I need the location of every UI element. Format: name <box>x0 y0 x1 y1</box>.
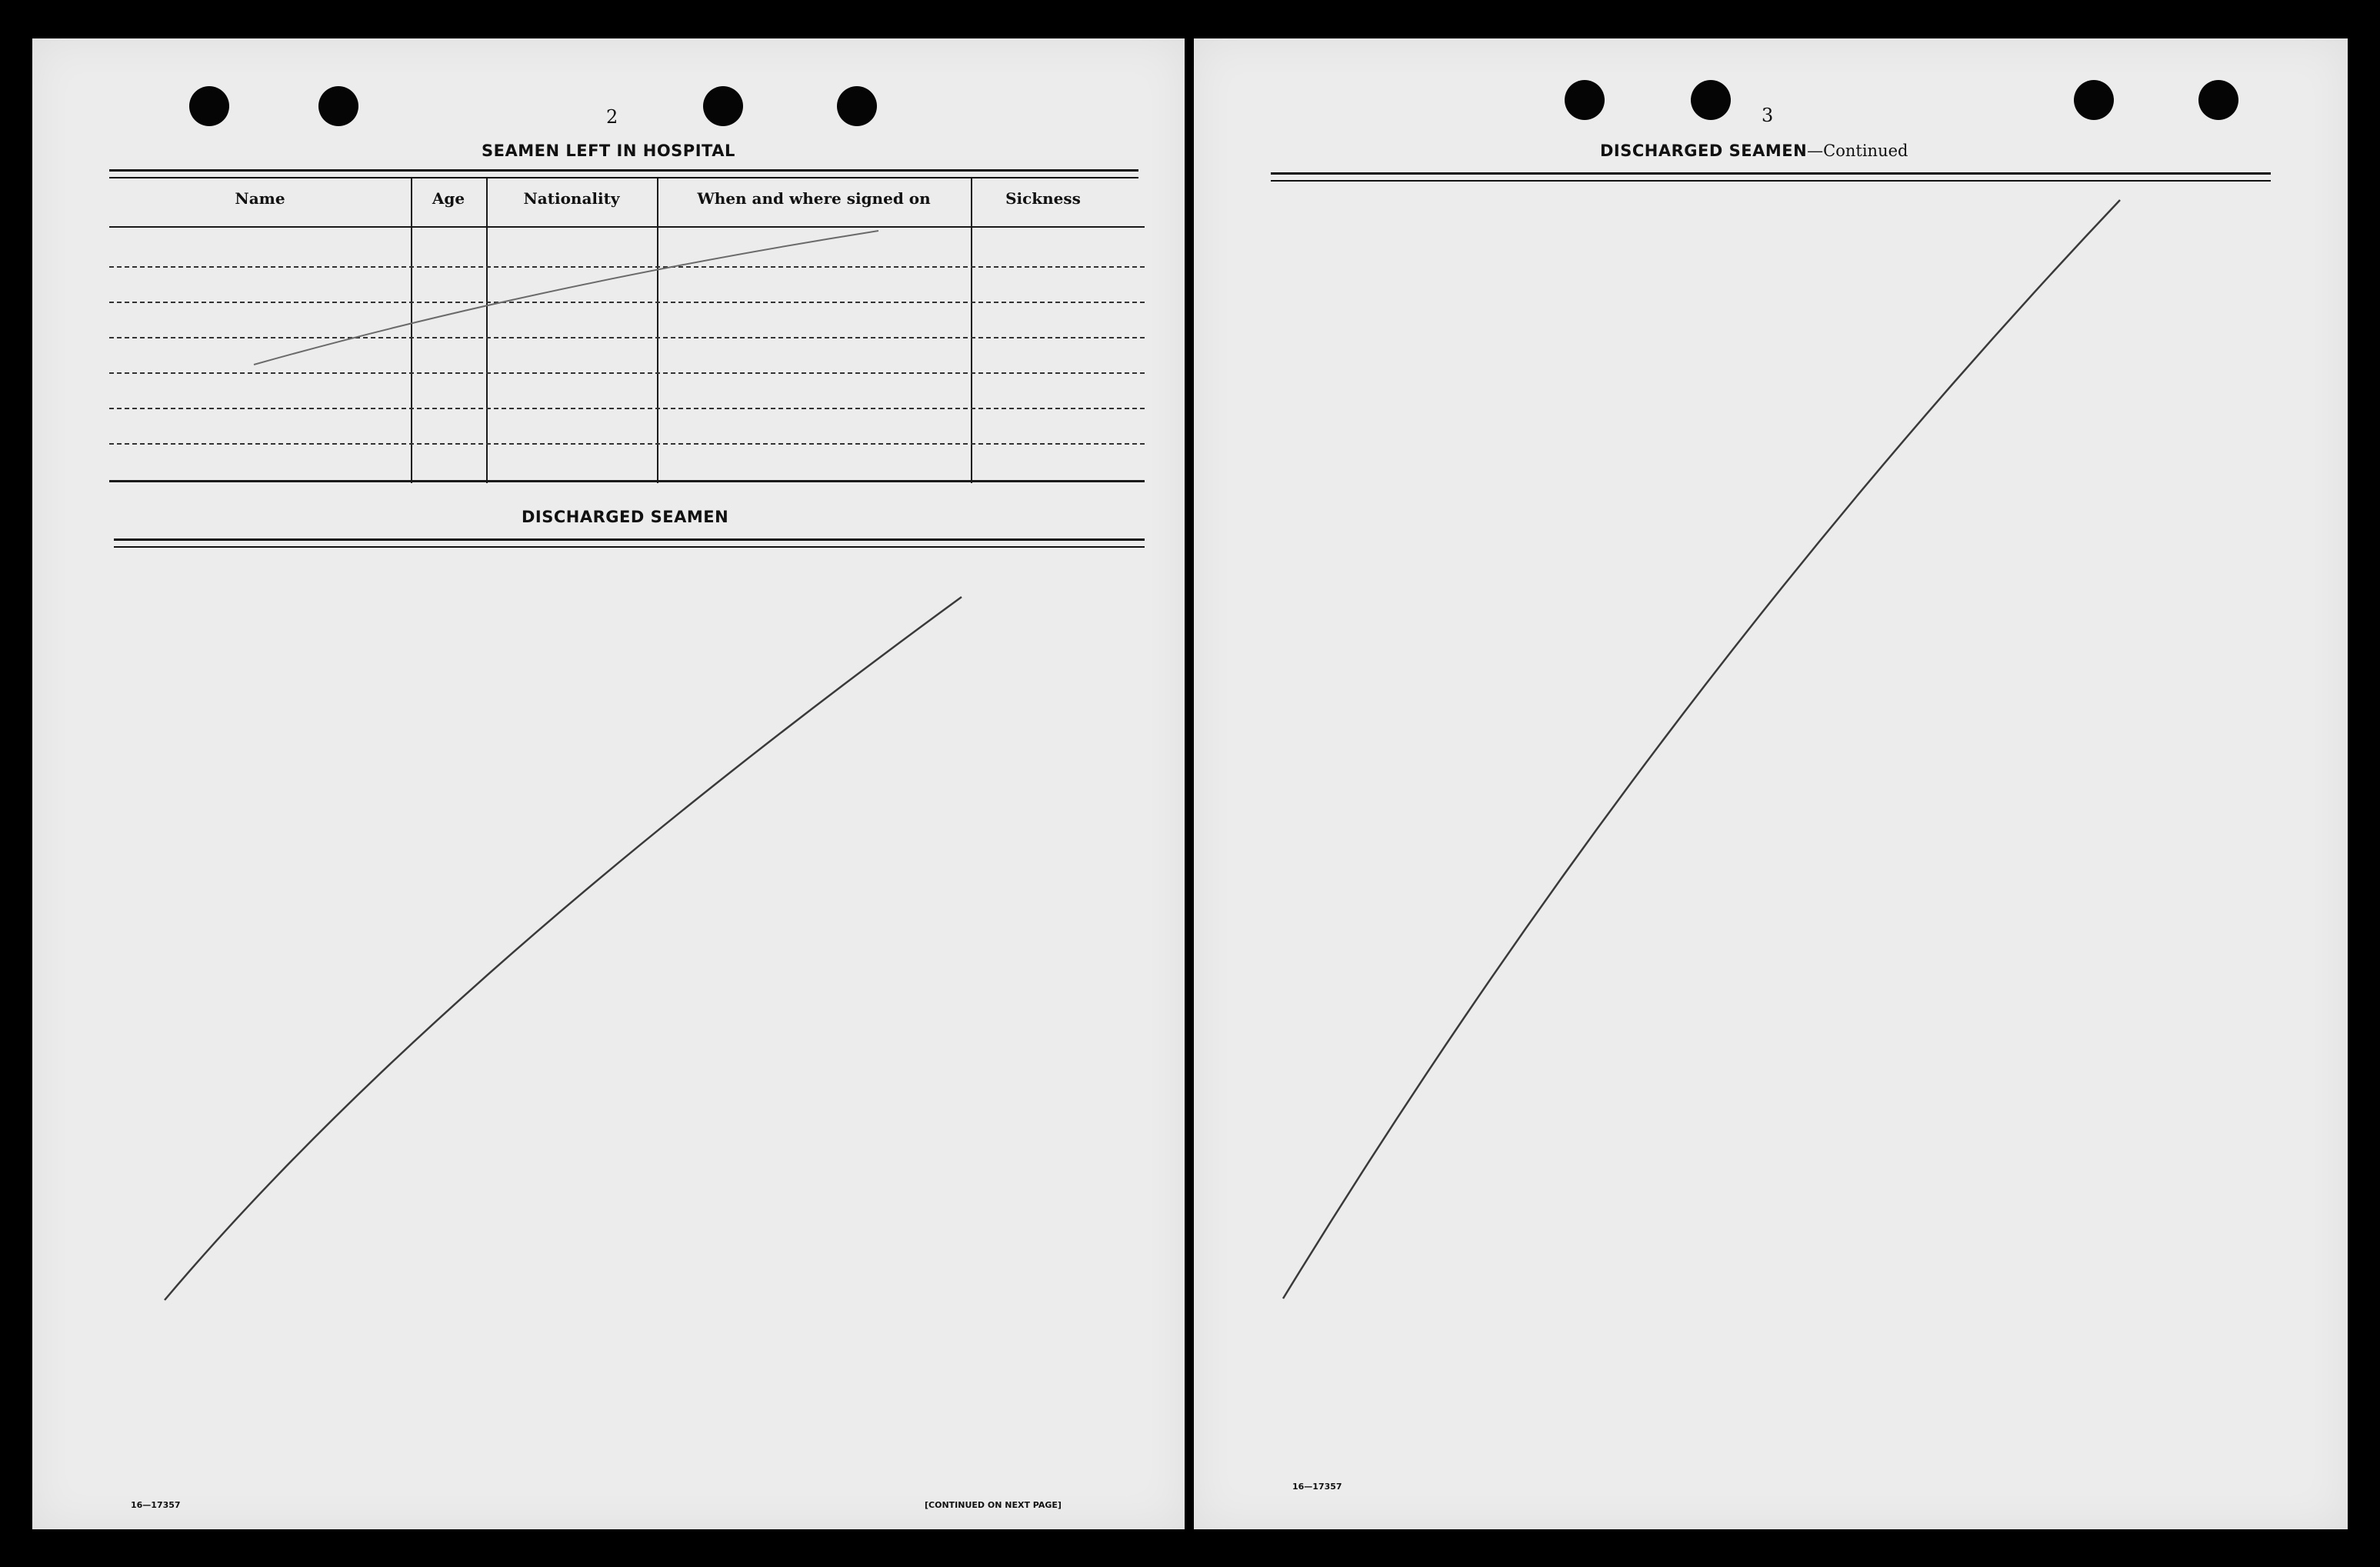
punch-hole <box>1565 80 1605 120</box>
entry-line <box>109 372 1145 374</box>
column-divider <box>486 178 488 483</box>
entry-line <box>109 443 1145 445</box>
col-header-name: Name <box>235 189 285 208</box>
title-main: DISCHARGED SEAMEN <box>1600 142 1808 160</box>
col-header-signed-on: When and where signed on <box>697 189 931 208</box>
column-divider <box>657 178 658 483</box>
left-form-page <box>32 38 1185 1529</box>
punch-hole <box>703 86 743 126</box>
entry-line <box>109 302 1145 303</box>
entry-line <box>109 408 1145 409</box>
title-rule <box>1271 172 2271 182</box>
punch-hole <box>189 86 229 126</box>
punch-hole <box>1691 80 1731 120</box>
title-rule <box>109 169 1138 178</box>
punch-hole <box>2074 80 2114 120</box>
column-divider <box>971 178 972 483</box>
continued-note: [CONTINUED ON NEXT PAGE] <box>925 1500 1062 1510</box>
discharged-continued-title <box>1600 142 1908 160</box>
entry-line <box>109 337 1145 338</box>
header-rule <box>109 226 1145 228</box>
table-bottom-rule <box>109 480 1145 482</box>
entry-line <box>109 266 1145 268</box>
discharged-section-title: DISCHARGED SEAMEN <box>522 508 729 526</box>
right-form-page <box>1194 38 2348 1529</box>
hospital-section-title: SEAMEN LEFT IN HOSPITAL <box>482 142 735 160</box>
col-header-nationality: Nationality <box>523 189 620 208</box>
form-number: 16—17357 <box>1292 1482 1342 1492</box>
title-suffix: —Continued <box>1807 142 1908 160</box>
col-header-sickness: Sickness <box>1005 189 1081 208</box>
punch-hole <box>2198 80 2238 120</box>
page-number: 3 <box>1762 105 1774 126</box>
col-header-age: Age <box>432 189 465 208</box>
punch-hole <box>318 86 358 126</box>
form-number: 16—17357 <box>131 1500 181 1510</box>
title-rule <box>114 538 1145 548</box>
column-divider <box>411 178 412 483</box>
page-number: 2 <box>606 106 618 128</box>
punch-hole <box>837 86 877 126</box>
